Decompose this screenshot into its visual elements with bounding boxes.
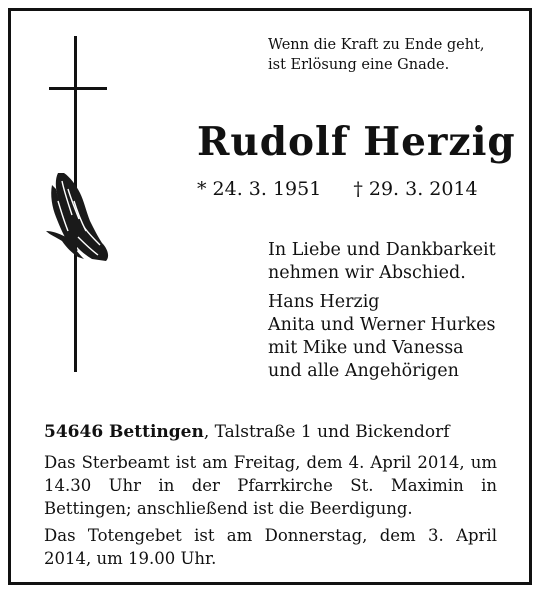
mourners-list (268, 291, 496, 383)
mourner-line: Hans Herzig (268, 292, 380, 312)
funeral-info: Das Sterbeamt ist am Freitag, dem 4. April 2014, um 14.30 Uhr in der Pfarrkirche St. Maximin in Bettingen; anschließend ist die Beerdigung. (44, 453, 497, 518)
address-postal-town: 54646 Bettingen (44, 422, 204, 442)
address-street: , Talstraße 1 und Bickendorf (203, 422, 450, 442)
prayer-info: Das Totengebet ist am Donnerstag, dem 3. April 2014, um 19.00 Uhr. (44, 526, 497, 568)
mourner-line: Anita und Werner Hurkes (268, 315, 496, 335)
birth-date: * 24. 3. 1951 (197, 178, 322, 200)
life-dates (197, 177, 478, 201)
obituary-frame (8, 8, 532, 585)
motto-text: Wenn die Kraft zu Ende geht, ist Erlösung eine Gnade. (268, 37, 485, 73)
cross-icon-bar (49, 87, 107, 90)
farewell-text: In Liebe und Dankbarkeit nehmen wir Abschied. (268, 240, 496, 283)
deceased-name: Rudolf Herzig (197, 119, 516, 165)
death-date: † 29. 3. 2014 (353, 178, 478, 200)
address-line (44, 421, 450, 444)
praying-hands-icon (44, 171, 114, 263)
mourner-line: mit Mike und Vanessa (268, 338, 464, 358)
mourner-line: und alle Angehörigen (268, 361, 459, 381)
